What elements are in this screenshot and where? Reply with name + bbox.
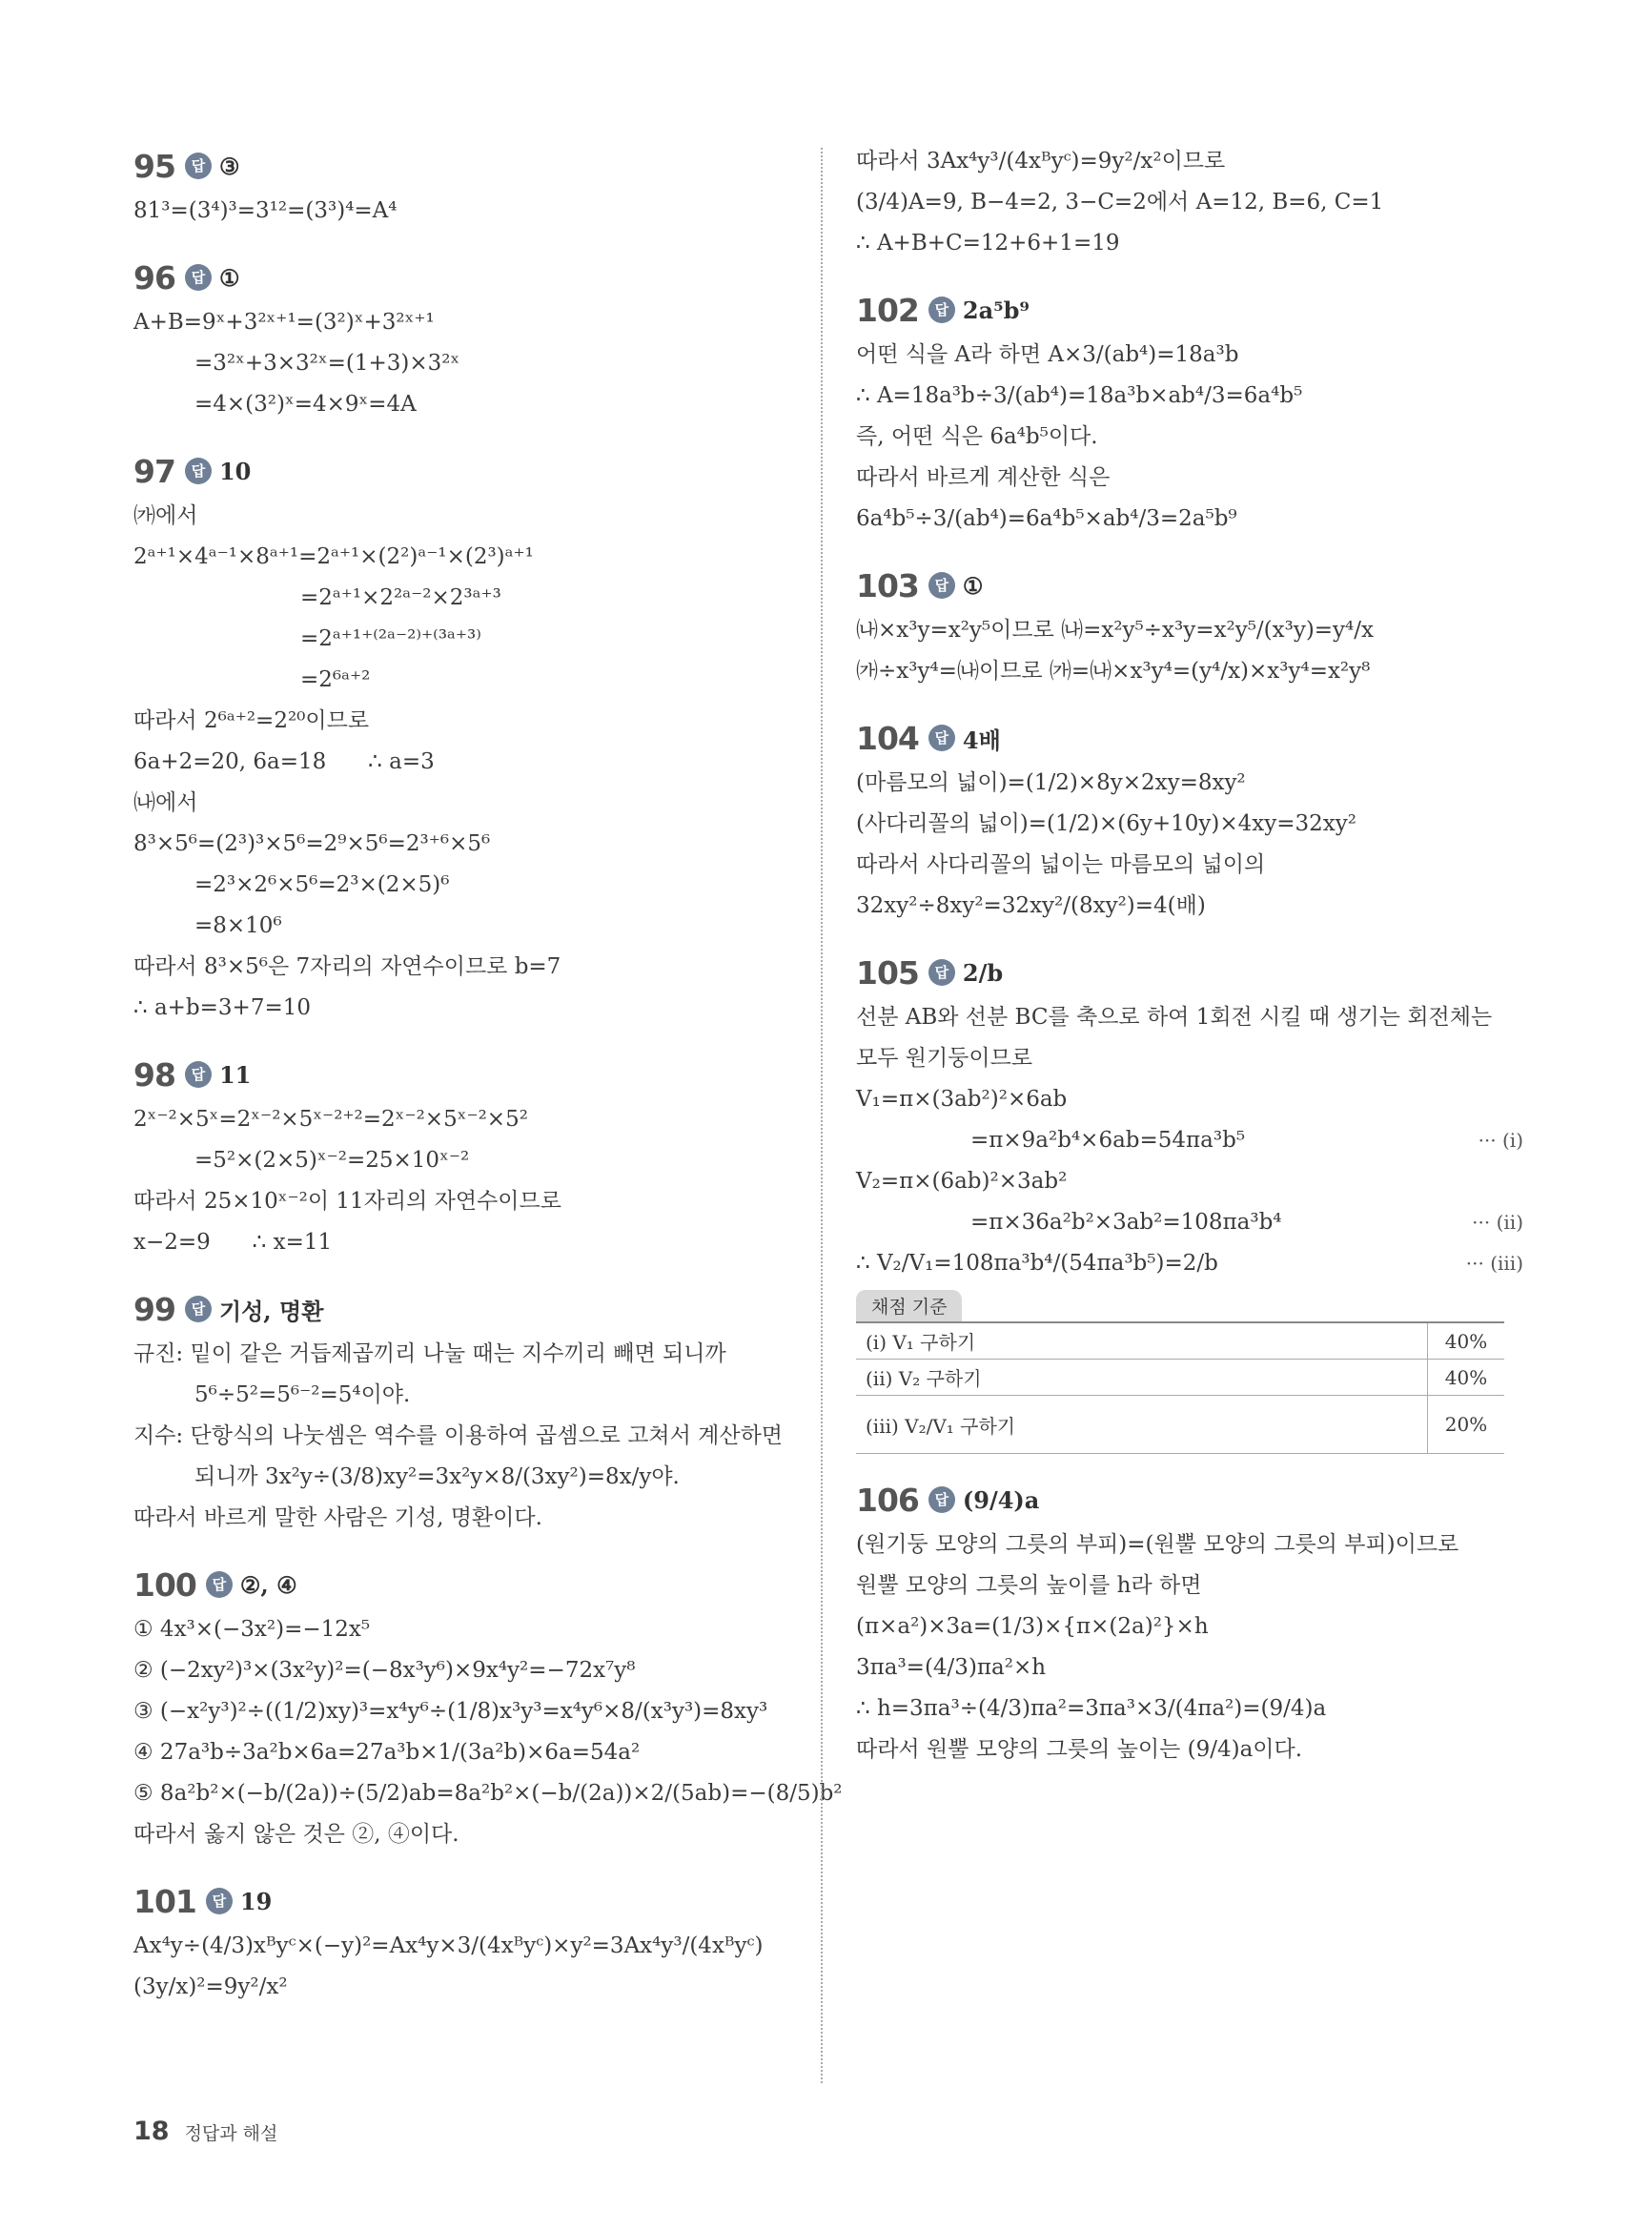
problem-continued (856, 141, 1523, 264)
solution-line: (사다리꼴의 넓이)=(1/2)×(6y+10y)×4xy=32xy² (856, 811, 1356, 836)
answer-value: ③ (218, 152, 240, 180)
solution-line: 따라서 바르게 말한 사람은 기성, 명환이다. (133, 1505, 542, 1530)
solution-line: V₁=π×(3ab²)²×6ab (856, 1087, 1068, 1112)
solution-line (856, 1202, 1523, 1243)
solution-line: (원기둥 모양의 그릇의 부피)=(원뿔 모양의 그릇의 부피)이므로 (856, 1532, 1459, 1557)
answer-badge: 답 (185, 1061, 212, 1088)
answer-value: 2a⁵b⁹ (962, 296, 1030, 324)
answer-badge: 답 (206, 1571, 233, 1598)
problem-number: 96 (133, 258, 175, 297)
problem-100 (133, 1560, 843, 1855)
grading-criteria-title: 채점 기준 (856, 1290, 962, 1321)
solution-line: 어떤 식을 A라 하면 A×3/(ab⁴)=18a³b (856, 342, 1239, 367)
answer-badge: 답 (928, 297, 955, 323)
answer-badge: 답 (185, 1296, 212, 1322)
solution-line: =3²ˣ+3×3²ˣ=(1+3)×3²ˣ (194, 351, 460, 376)
solution-line: ∴ h=3πa³÷(4/3)πa²=3πa³×3/(4πa²)=(9/4)a (856, 1696, 1327, 1721)
problem-header (133, 1284, 801, 1334)
criteria-row (856, 1360, 1504, 1396)
right-column (856, 141, 1523, 1791)
problem-header (856, 1475, 1523, 1524)
solution-line: 선분 AB와 선분 BC를 축으로 하여 1회전 시킬 때 생기는 회전체는 (856, 1005, 1493, 1030)
solution-line: =2⁶ᵃ⁺² (300, 667, 371, 692)
problem-header (856, 948, 1523, 997)
problem-number: 95 (133, 147, 175, 185)
answer-badge: 답 (206, 1888, 233, 1914)
problem-header (133, 1560, 801, 1609)
criteria-percent: 40% (1428, 1360, 1505, 1396)
solution-line: 2ᵃ⁺¹×4ᵃ⁻¹×8ᵃ⁺¹=2ᵃ⁺¹×(2²)ᵃ⁻¹×(2³)ᵃ⁺¹ (133, 544, 534, 569)
problem-number: 100 (133, 1565, 196, 1604)
page-section-title: 정답과 해설 (184, 2123, 278, 2144)
solution-text: =π×36a²b²×3ab²=108πa³b⁴ (970, 1210, 1282, 1235)
problem-header (856, 285, 1523, 335)
solution-line: =2ᵃ⁺¹×2²ᵃ⁻²×2³ᵃ⁺³ (300, 585, 501, 610)
solution-line: x−2=9 ∴ x=11 (133, 1230, 333, 1255)
problem-header (133, 1876, 801, 1926)
problem-99 (133, 1284, 801, 1539)
problem-number: 102 (856, 291, 919, 329)
solution-line: 따라서 사다리꼴의 넓이는 마름모의 넓이의 (856, 852, 1266, 877)
problem-header (133, 253, 801, 302)
problem-number: 99 (133, 1290, 175, 1328)
problem-95 (133, 141, 801, 232)
answer-badge: 답 (928, 959, 955, 986)
step-marker: ··· (i) (1478, 1129, 1523, 1152)
solution-line: =4×(3²)ˣ=4×9ˣ=4A (194, 392, 417, 417)
problem-number: 106 (856, 1481, 919, 1519)
answer-value: 2/b (962, 958, 1004, 987)
solution-line (856, 1243, 1523, 1284)
solution-line: 81³=(3⁴)³=3¹²=(3³)⁴=A⁴ (133, 198, 398, 223)
answer-value: ① (962, 571, 984, 600)
problem-header (856, 561, 1523, 610)
solution-line: ② (−2xy²)³×(3x²y)²=(−8x³y⁶)×9x⁴y²=−72x⁷y⁸ (133, 1658, 636, 1683)
solution-line: ③ (−x²y³)²÷((1/2)xy)³=x⁴y⁶÷(1/8)x³y³=x⁴y⁶×8/(x³y³)=8xy³ (133, 1699, 768, 1724)
solution-line: ∴ A+B+C=12+6+1=19 (856, 231, 1120, 256)
solution-line: 따라서 원뿔 모양의 그릇의 높이는 (9/4)a이다. (856, 1737, 1303, 1762)
solution-line: 32xy²÷8xy²=32xy²/(8xy²)=4(배) (856, 893, 1206, 918)
problem-header (856, 713, 1523, 763)
solution-line (856, 1120, 1523, 1161)
solution-line: 되니까 3x²y÷(3/8)xy²=3x²y×8/(3xy²)=8x/y야. (194, 1464, 680, 1489)
answer-badge: 답 (185, 153, 212, 179)
column-divider (821, 148, 823, 2083)
problem-105 (856, 948, 1523, 1454)
answer-value: 11 (218, 1060, 252, 1089)
solution-line: 원뿔 모양의 그릇의 높이를 h라 하면 (856, 1573, 1202, 1598)
solution-line: 따라서 3Ax⁴y³/(4xᴮyᶜ)=9y²/x²이므로 (856, 149, 1226, 174)
solution-line: =2³×2⁶×5⁶=2³×(2×5)⁶ (194, 872, 450, 897)
solution-line: =8×10⁶ (194, 913, 282, 938)
answer-value: 4배 (962, 726, 1001, 754)
answer-badge: 답 (185, 458, 212, 484)
answer-value: ① (218, 263, 240, 292)
page-footer (133, 2117, 277, 2146)
problem-number: 97 (133, 452, 175, 490)
solution-line: ④ 27a³b÷3a²b×6a=27a³b×1/(3a²b)×6a=54a² (133, 1740, 641, 1765)
page-number: 18 (133, 2117, 170, 2146)
problem-header (133, 1050, 801, 1099)
problem-96 (133, 253, 801, 425)
solution-line: ㈎에서 (133, 503, 198, 528)
solution-line: (3/4)A=9, B−4=2, 3−C=2에서 A=12, B=6, C=1 (856, 190, 1384, 215)
solution-line: ① 4x³×(−3x²)=−12x⁵ (133, 1617, 371, 1642)
solution-line: 8³×5⁶=(2³)³×5⁶=2⁹×5⁶=2³⁺⁶×5⁶ (133, 831, 491, 856)
criteria-row (856, 1322, 1504, 1360)
solution-line: =5²×(2×5)ˣ⁻²=25×10ˣ⁻² (194, 1148, 470, 1173)
answer-value: 기성, 명환 (218, 1297, 324, 1325)
problem-106 (856, 1475, 1523, 1770)
answer-value: 19 (239, 1887, 273, 1915)
solution-line: 6a⁴b⁵÷3/(ab⁴)=6a⁴b⁵×ab⁴/3=2a⁵b⁹ (856, 506, 1237, 531)
solution-line: 즉, 어떤 식은 6a⁴b⁵이다. (856, 424, 1098, 449)
solution-line: 5⁶÷5²=5⁶⁻²=5⁴이야. (194, 1382, 411, 1407)
solution-line: 따라서 옳지 않은 것은 ②, ④이다. (133, 1822, 459, 1847)
problem-number: 101 (133, 1882, 196, 1920)
solution-line: (마름모의 넓이)=(1/2)×8y×2xy=8xy² (856, 770, 1246, 795)
criteria-percent: 20% (1428, 1396, 1505, 1454)
solution-line: 따라서 25×10ˣ⁻²이 11자리의 자연수이므로 (133, 1189, 561, 1214)
answer-value: ②, ④ (239, 1570, 297, 1599)
problem-98 (133, 1050, 801, 1263)
solution-line: 규진: 밑이 같은 거듭제곱끼리 나눌 때는 지수끼리 빼면 되니까 (133, 1341, 726, 1366)
answer-badge: 답 (928, 725, 955, 751)
solution-line: Ax⁴y÷(4/3)xᴮyᶜ×(−y)²=Ax⁴y×3/(4xᴮyᶜ)×y²=3Ax⁴y³/(4xᴮyᶜ) (133, 1933, 764, 1958)
problem-104 (856, 713, 1523, 927)
step-marker: ··· (ii) (1472, 1211, 1523, 1234)
answer-badge: 답 (185, 264, 212, 291)
solution-text: ∴ V₂/V₁=108πa³b⁴/(54πa³b⁵)=2/b (856, 1251, 1218, 1276)
step-marker: ··· (iii) (1465, 1252, 1523, 1275)
problem-number: 105 (856, 953, 919, 992)
solution-text: =π×9a²b⁴×6ab=54πa³b⁵ (970, 1128, 1246, 1153)
solution-line: ㈏×x³y=x²y⁵이므로 ㈏=x²y⁵÷x³y=x²y⁵/(x³y)=y⁴/x (856, 618, 1374, 643)
solution-line: 3πa³=(4/3)πa²×h (856, 1655, 1047, 1680)
problem-101 (133, 1876, 801, 2008)
solution-line: 따라서 바르게 계산한 식은 (856, 465, 1111, 490)
problem-header (133, 141, 801, 191)
answer-value: 10 (218, 457, 252, 485)
solution-line: ⑤ 8a²b²×(−b/(2a))÷(5/2)ab=8a²b²×(−b/(2a))×2/(5ab)=−(8/5)b² (133, 1781, 843, 1806)
solution-line: ∴ a+b=3+7=10 (133, 995, 311, 1020)
solution-line: (3y/x)²=9y²/x² (133, 1974, 288, 1999)
solution-line: A+B=9ˣ+3²ˣ⁺¹=(3²)ˣ+3²ˣ⁺¹ (133, 310, 435, 335)
solution-line: 6a+2=20, 6a=18 ∴ a=3 (133, 749, 435, 774)
solution-line: ㈎÷x³y⁴=㈏이므로 ㈎=㈏×x³y⁴=(y⁴/x)×x³y⁴=x²y⁸ (856, 659, 1371, 684)
answer-badge: 답 (928, 1486, 955, 1513)
solution-line: 2ˣ⁻²×5ˣ=2ˣ⁻²×5ˣ⁻²⁺²=2ˣ⁻²×5ˣ⁻²×5² (133, 1107, 528, 1132)
criteria-label: (ii) V₂ 구하기 (856, 1360, 1428, 1396)
answer-badge: 답 (928, 572, 955, 599)
criteria-percent: 40% (1428, 1322, 1505, 1360)
solution-line: ㈏에서 (133, 790, 198, 815)
solution-line: 지수: 단항식의 나눗셈은 역수를 이용하여 곱셈으로 고쳐서 계산하면 (133, 1423, 784, 1448)
solution-line: V₂=π×(6ab)²×3ab² (856, 1169, 1068, 1194)
solution-line: =2ᵃ⁺¹⁺⁽²ᵃ⁻²⁾⁺⁽³ᵃ⁺³⁾ (300, 626, 481, 651)
criteria-row (856, 1396, 1504, 1454)
problem-header (133, 446, 801, 496)
solution-line: 모두 원기둥이므로 (856, 1046, 1033, 1071)
problem-97 (133, 446, 801, 1029)
problem-number: 103 (856, 566, 919, 604)
answer-value: (9/4)a (962, 1485, 1040, 1514)
grading-criteria-table (856, 1321, 1504, 1454)
criteria-label: (i) V₁ 구하기 (856, 1322, 1428, 1360)
problem-number: 98 (133, 1055, 175, 1094)
solution-line: 따라서 8³×5⁶은 7자리의 자연수이므로 b=7 (133, 954, 561, 979)
problem-102 (856, 285, 1523, 540)
solution-line: ∴ A=18a³b÷3/(ab⁴)=18a³b×ab⁴/3=6a⁴b⁵ (856, 383, 1303, 408)
problem-number: 104 (856, 719, 919, 757)
solution-line: (π×a²)×3a=(1/3)×{π×(2a)²}×h (856, 1614, 1209, 1639)
problem-103 (856, 561, 1523, 692)
left-column (133, 141, 843, 2029)
criteria-label: (iii) V₂/V₁ 구하기 (856, 1396, 1428, 1454)
solution-line: 따라서 2⁶ᵃ⁺²=2²⁰이므로 (133, 708, 370, 733)
